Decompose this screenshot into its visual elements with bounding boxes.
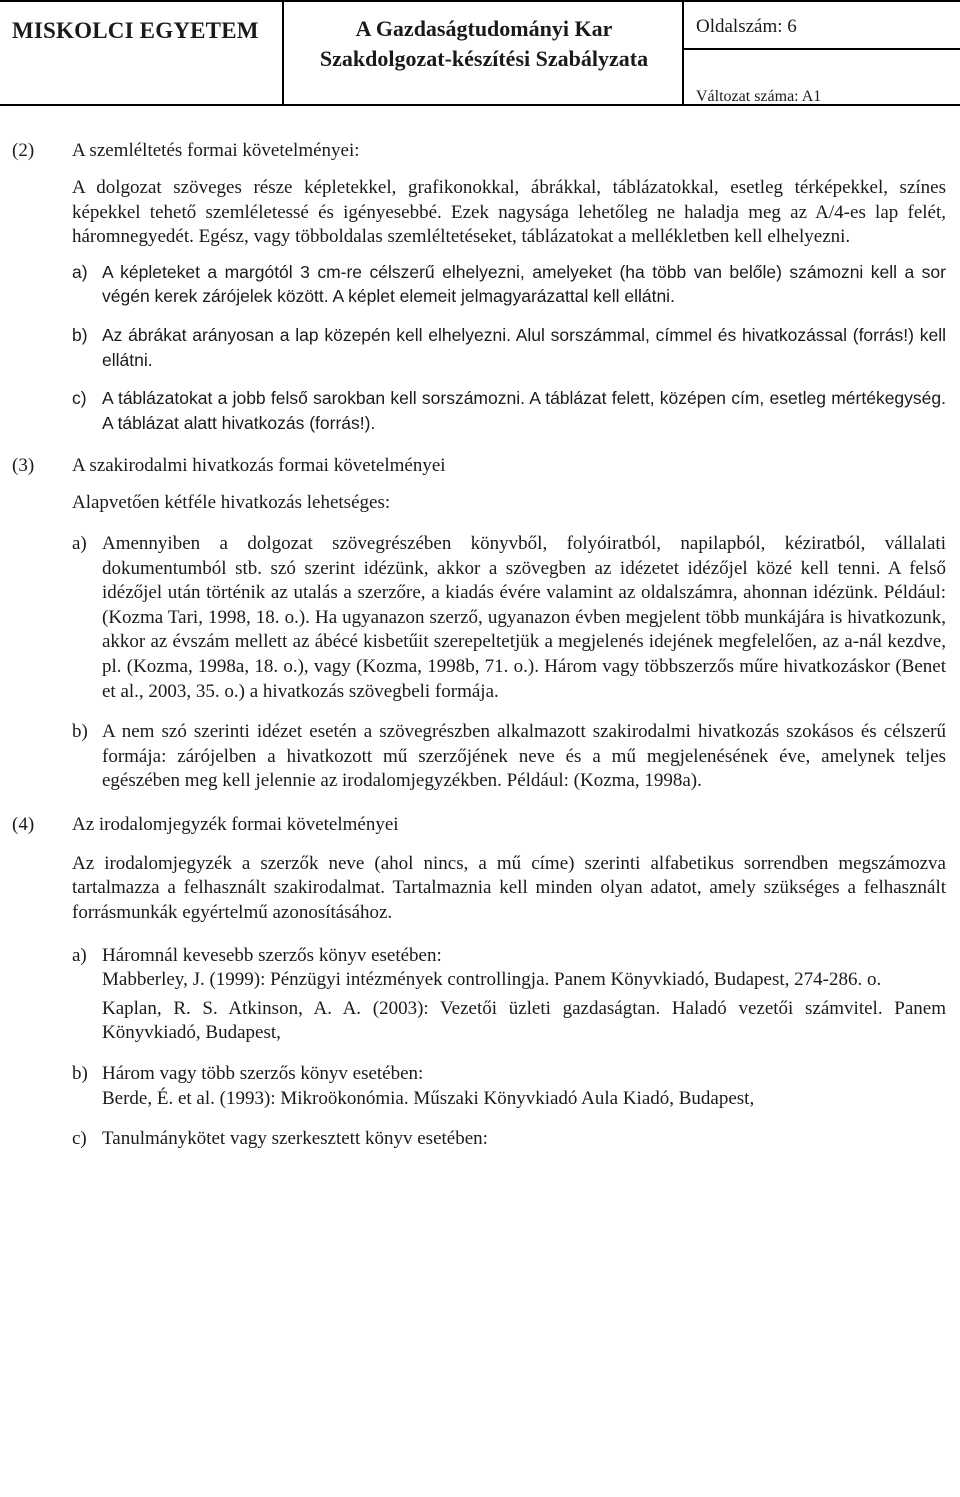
section-title: Az irodalomjegyzék formai követelményei [72, 813, 399, 835]
list-item-label: c) [72, 388, 87, 409]
section-intro-paragraph: Az irodalomjegyzék a szerzők neve (ahol nincs, a mű címe) szerinti alfabetikus sorrendben megszámozva tartalmazza a felhasznált szakirodalmat. Tartalmaznia kell minden olyan adatot, amely szükséges a felhasznált forrásmunkák egyértelmű azonosításához. [72, 852, 946, 924]
list-item-text: Tanulmánykötet vagy szerkesztett könyv esetében: [102, 1128, 488, 1150]
section-3 [0, 455, 960, 794]
section-number: (3) [12, 455, 35, 477]
reference-entry: Kaplan, R. S. Atkinson, A. A. (2003): Vezetői üzleti gazdaságtan. Haladó vezetői számvitel. Panem Könyvkiadó, Budapest, [102, 997, 946, 1044]
section-2 [0, 140, 960, 435]
list-item-text: A nem szó szerinti idézet esetén a szövegrészben alkalmazott szakirodalmi hivatkozás szokásos és célszerű formája: zárójelben a hivatkozott mű szerzőjének neve és a mű megjelenésének éve, amelynek teljes egészében meg kell jelennie az irodalomjegyzékben. Például: (Kozma, 1998a). [102, 721, 946, 792]
reference-list [72, 968, 946, 1046]
list-item [72, 1062, 946, 1111]
list-item-label: a) [72, 944, 87, 966]
list-item-text: Amennyiben a dolgozat szövegrészében könyvből, folyóiratból, napilapból, kéziratból, vállalati dokumentumból stb. szó szerint idézünk, akkor a szövegben az idézetet idézőjel közé kell tenni. A felső idézőjel után történik az utalás a szerzőre, a kiadás évére valamint az oldalszámra, ahonnan idézünk. Például: (Kozma Tari, 1998, 18. o.). Ha ugyanazon szerző, ugyanazon évben megjelent több munkájára is hivatkozunk, akkor az évszám mellett az ábécé kisbetűit szerepeltetjük a megjelenés idejének megfelelően, az a-nál kezdve, pl. (Kozma, 1998a, 18. o.), vagy (Kozma, 1998b, 71. o.). Három vagy többszerzős műre hivatkozáskor (Benet et al., 2003, 35. o.) a hivatkozás szövegbeli formája. [102, 532, 946, 702]
reference-entry: Mabberley, J. (1999): Pénzügyi intézmények controllingja. Panem Könyvkiadó, Budapest, 274-286. o. [102, 969, 882, 991]
list-item-label: b) [72, 324, 88, 345]
section-title: A szemléltetés formai követelményei: [72, 140, 360, 161]
reference-list [72, 1087, 946, 1112]
list-item [72, 1127, 946, 1152]
regulation-title: Szakdolgozat-készítési Szabályzata [319, 46, 649, 71]
list-item [72, 532, 946, 704]
header-university-cell [0, 2, 284, 104]
header-meta-cell [684, 2, 960, 104]
section-heading [0, 814, 960, 844]
section-number: (4) [12, 813, 35, 835]
faculty-name: A Gazdaságtudományi Kar [355, 16, 613, 41]
header-title-cell [284, 2, 684, 104]
list-item-label: a) [72, 261, 88, 282]
version-number: Változat száma: A1 [696, 88, 822, 105]
list-item [72, 323, 946, 372]
list-item [72, 386, 946, 435]
list-item-text: Háromnál kevesebb szerzős könyv esetében: [102, 944, 442, 966]
list-item-text: A képleteket a margótól 3 cm-re célszerű elhelyezni, amelyeket (ha több van belőle) számozni kell a sor végén kerek zárójelek között. A képlet elemeit jelmagyarázattal kell ellátni. [102, 261, 946, 307]
list-item [72, 944, 946, 1046]
document-header [0, 0, 960, 106]
university-name: MISKOLCI EGYETEM [12, 18, 259, 43]
illustration-rules-list [0, 260, 960, 436]
header-divider [684, 48, 960, 50]
section-heading [0, 140, 960, 170]
list-item-text: Három vagy több szerzős könyv esetében: [102, 1063, 424, 1085]
list-item-label: a) [72, 532, 87, 554]
section-heading [0, 455, 960, 485]
list-item-text: Az ábrákat arányosan a lap közepén kell elhelyezni. Alul sorszámmal, címmel és hivatkozással (forrás!) kell ellátni. [102, 324, 946, 370]
section-title: A szakirodalmi hivatkozás formai követelményei [72, 455, 446, 477]
section-number: (2) [12, 140, 35, 161]
list-item-label: c) [72, 1128, 87, 1150]
list-item-label: b) [72, 1063, 88, 1085]
reference-entry: Berde, É. et al. (1993): Mikroökonómia. Műszaki Könyvkiadó Aula Kiadó, Budapest, [102, 1087, 755, 1109]
section-4 [0, 814, 960, 1152]
list-item-text: A táblázatokat a jobb felső sarokban kell sorszámozni. A táblázat felett, középen cím, esetleg mértékegység. A táblázat alatt hivatkozás (forrás!). [102, 388, 946, 433]
section-intro-paragraph: Alapvetően kétféle hivatkozás lehetséges: [72, 492, 391, 514]
document-body [0, 140, 960, 1152]
list-item-label: b) [72, 721, 88, 743]
list-item [72, 720, 946, 794]
list-item [72, 260, 946, 309]
section-intro-paragraph: A dolgozat szöveges része képletekkel, grafikonokkal, ábrákkal, táblázatokkal, esetleg térképekkel, színes képekkel tehető szemléletessé és igényesebbé. Ezek nagysága lehetőleg ne haladja meg az A/4-es lap felét, háromnegyedét. Egész, vagy többoldalas szemléltetéseket, táblázatokat a mellékletben kell elhelyezni. [72, 177, 946, 248]
page-number: Oldalszám: 6 [696, 16, 797, 37]
